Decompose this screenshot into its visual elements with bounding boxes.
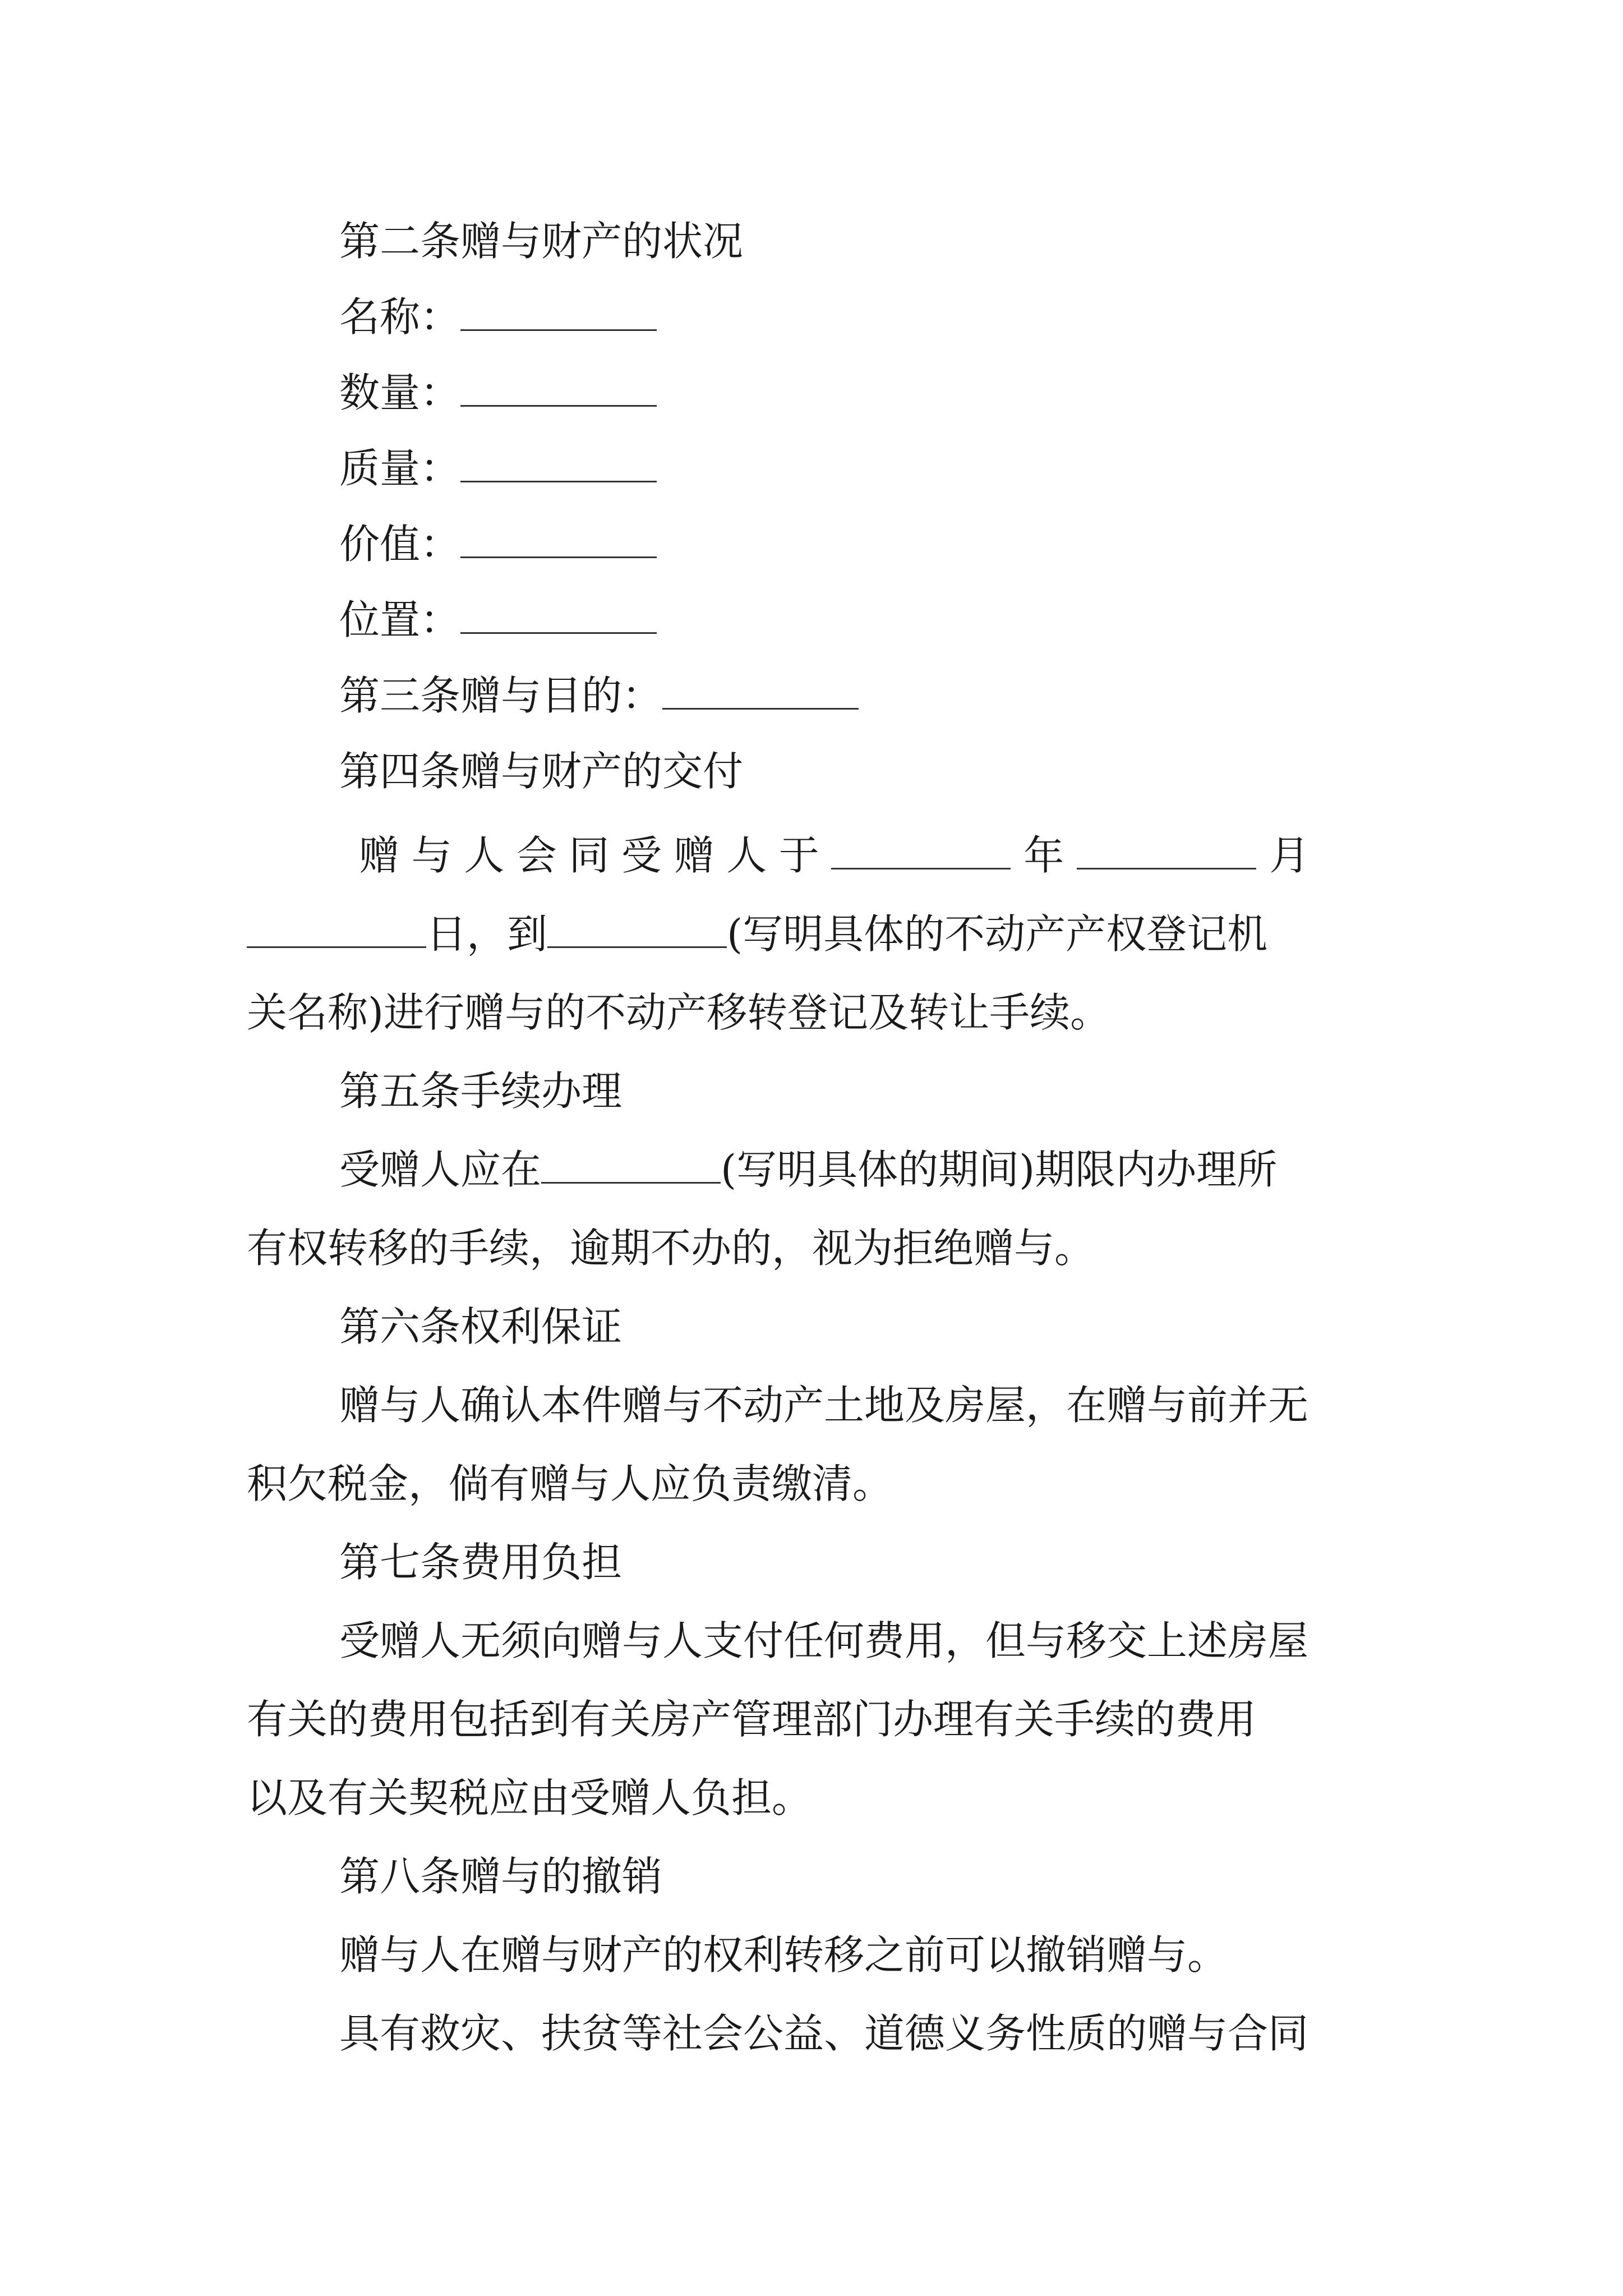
article-5-heading: 第五条手续办理	[339, 1068, 623, 1115]
field-name-label: 名称：	[339, 293, 461, 341]
article-4-year-blank[interactable]	[831, 835, 1011, 869]
article-5-period-blank[interactable]	[541, 1149, 721, 1184]
article-3-label: 第三条赠与目的：	[339, 672, 663, 719]
article-7-line-1: 受赠人无须向赠与人支付任何费用，但与移交上述房屋	[339, 1617, 1309, 1664]
article-2-heading: 第二条赠与财产的状况	[339, 218, 744, 265]
article-7-heading: 第七条费用负担	[339, 1539, 623, 1586]
field-value-label: 价值：	[339, 521, 461, 568]
field-location-row	[339, 592, 1391, 648]
field-quantity-blank[interactable]	[460, 372, 657, 407]
article-3-row	[339, 668, 1391, 724]
field-location-blank[interactable]	[460, 600, 657, 634]
field-name-blank[interactable]	[460, 297, 657, 331]
article-5-line-1	[339, 1142, 1391, 1198]
article-5-text-2: (写明具体的期间)期限内办理所	[721, 1146, 1278, 1193]
article-4-year-label: 年	[1023, 832, 1064, 879]
article-5-text-1: 受赠人应在	[339, 1146, 542, 1193]
article-8-heading: 第八条赠与的撤销	[339, 1853, 663, 1900]
field-quantity-label: 数量：	[339, 369, 461, 416]
article-3-blank[interactable]	[662, 675, 859, 710]
article-4-line-1	[359, 827, 1391, 884]
field-quantity-row	[339, 365, 1391, 421]
article-4-text-3: (写明具体的不动产产权登记机	[727, 910, 1268, 958]
article-4-text-1: 赠与人会同受赠人于	[359, 832, 832, 879]
article-4-heading: 第四条赠与财产的交付	[339, 748, 744, 795]
field-quality-label: 质量：	[339, 445, 461, 492]
field-name-row	[339, 289, 1391, 345]
article-4-day-blank[interactable]	[247, 914, 426, 948]
article-4-text-2: 日，到	[426, 910, 548, 958]
field-quality-blank[interactable]	[460, 448, 657, 482]
field-location-label: 位置：	[339, 596, 461, 643]
article-6-line-1: 赠与人确认本件赠与不动产土地及房屋，在赠与前并无	[339, 1382, 1309, 1429]
article-7-line-3: 以及有关契税应由受赠人负担。	[247, 1774, 813, 1821]
article-6-heading: 第六条权利保证	[339, 1303, 623, 1350]
article-4-line-2	[247, 906, 1391, 962]
article-4-month-label: 月	[1269, 832, 1310, 879]
article-4-month-blank[interactable]	[1077, 835, 1256, 869]
article-6-line-2: 积欠税金，倘有赠与人应负责缴清。	[247, 1460, 893, 1507]
article-4-authority-blank[interactable]	[547, 914, 727, 948]
article-8-line-1: 赠与人在赠与财产的权利转移之前可以撤销赠与。	[339, 1931, 1228, 1978]
article-8-line-2: 具有救灾、扶贫等社会公益、道德义务性质的赠与合同	[339, 2010, 1309, 2057]
article-7-line-2: 有关的费用包括到有关房产管理部门办理有关手续的费用	[247, 1696, 1257, 1743]
field-quality-row	[339, 440, 1391, 496]
field-value-blank[interactable]	[460, 524, 657, 558]
article-5-line-2: 有权转移的手续，逾期不办的，视为拒绝赠与。	[247, 1225, 1095, 1272]
field-value-row	[339, 516, 1391, 572]
article-4-line-3: 关名称)进行赠与的不动产移转登记及转让手续。	[247, 989, 1111, 1036]
